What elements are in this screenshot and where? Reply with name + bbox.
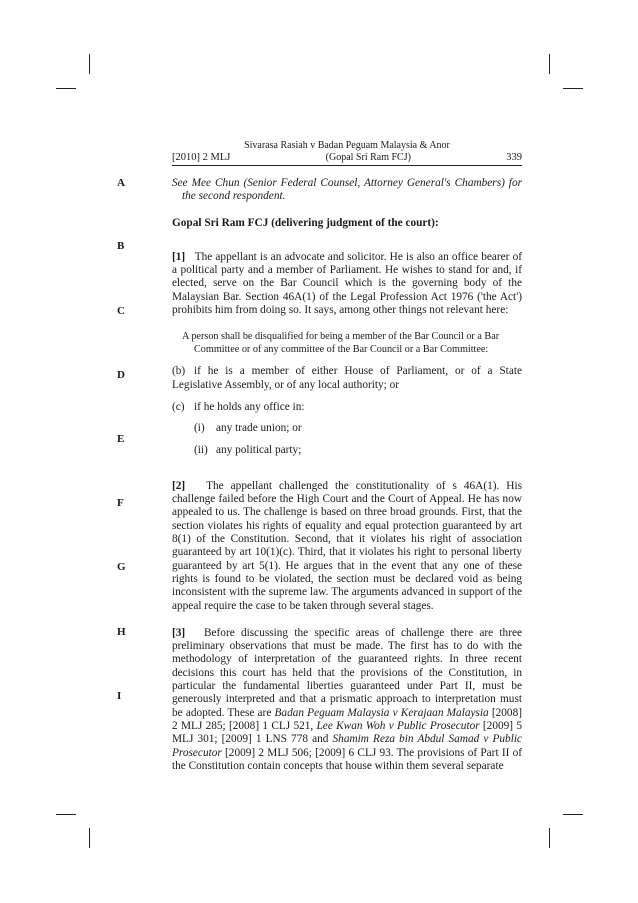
crop-mark-top-right-h <box>563 88 583 89</box>
paragraph-1-number: [1] <box>172 250 186 263</box>
case-citation-2: Lee Kwan Woh v Public Prosecutor <box>316 719 480 732</box>
paragraph-1 <box>172 251 522 317</box>
header-page-number: 339 <box>506 152 522 163</box>
judgment-body <box>172 177 522 773</box>
crop-mark-bottom-right-h <box>563 814 583 815</box>
paragraph-3-number: [3] <box>172 626 186 639</box>
quote-item-b <box>172 365 522 392</box>
quote-intro <box>182 331 522 356</box>
quote-intro-line-2: Committee or of any committee of the Bar Council or a Bar Committee: <box>194 343 489 355</box>
paragraph-1-text: The appellant is an advocate and solicitor. He is also an office bearer of a political party and a member of Parliament. He wishes to stand for and, if elected, serve on the Bar Council which is the governing body of the Malaysian Bar. Section 46A(1) of the Legal Profession Act 1976 ('the Act') prohibits him from doing so. It says, among other things not relevant here: <box>172 250 522 317</box>
counsel-line: See Mee Chun (Senior Federal Counsel, Attorney General's Chambers) for the second respondent. <box>172 177 522 203</box>
quote-intro-line-1: A person shall be disqualified for being a member of the Bar Council or a Bar <box>182 331 500 343</box>
running-header <box>172 140 522 164</box>
quote-item-ii-text: any political party; <box>216 443 302 456</box>
quote-item-c-label: (c) <box>172 400 185 413</box>
quote-item-i-text: any trade union; or <box>216 422 302 435</box>
header-rule <box>172 165 522 166</box>
case-citation-1: Badan Peguam Malaysia v Kerajaan Malaysia <box>274 706 489 719</box>
quote-item-b-text: if he is a member of either House of Parliament, or of a State Legislative Assembly, or of any local authority; or <box>172 365 522 391</box>
paragraph-3 <box>172 627 522 773</box>
paragraph-2 <box>172 480 522 613</box>
case-citation-3: Shamim Reza bin Abdul Samad v Public Prosecutor <box>172 733 522 759</box>
margin-letter-g: G <box>117 561 126 573</box>
quote-item-b-label: (b) <box>172 365 186 378</box>
quote-item-i <box>172 422 522 435</box>
header-judge: (Gopal Sri Ram FCJ) <box>325 152 411 163</box>
margin-letter-e: E <box>117 433 125 445</box>
quote-item-c <box>172 401 522 414</box>
crop-mark-top-left-v <box>89 54 90 74</box>
margin-letter-b: B <box>117 240 125 252</box>
margin-letter-d: D <box>117 369 125 381</box>
crop-mark-top-left-h <box>56 88 76 89</box>
judge-heading: Gopal Sri Ram FCJ (delivering judgment of the court): <box>172 216 439 229</box>
margin-letter-a: A <box>117 177 125 189</box>
paragraph-2-text: The appellant challenged the constitutionality of s 46A(1). His challenge failed before the High Court and the Court of Appeal. He has now appealed to us. The challenge is based on three broad grounds. First, that the section violates his rights of equality and equal protection guaranteed by art 8(1) of the Constitution. Second, that it violates his right of association guaranteed by art 10(1)(c). Third, that it violates his right to personal liberty guaranteed by art 5(1). He argues that in the event that any one of these rights is found to be violated, the section must be declared void as being inconsistent with the supreme law. The arguments advanced in support of the appeal require the case to be taken through several stages. <box>172 479 522 612</box>
paragraph-2-number: [2] <box>172 479 186 492</box>
header-case-title: Sivarasa Rasiah v Badan Peguam Malaysia & Anor <box>244 140 450 151</box>
quote-item-c-text: if he holds any office in: <box>194 400 305 413</box>
crop-mark-bottom-left-v <box>89 828 90 848</box>
paragraph-3-text-c: [2009] 5 MLJ 301; [2009] 1 LNS 778 and <box>172 719 522 746</box>
margin-letter-c: C <box>117 305 125 317</box>
paragraph-3-text-d: [2009] 2 MLJ 506; [2009] 6 CLJ 93. The provisions of Part II of the Constitution contain concepts that house within them several separate <box>172 746 522 772</box>
header-citation: [2010] 2 MLJ <box>172 152 231 163</box>
crop-mark-bottom-left-h <box>56 814 76 815</box>
quote-item-i-label: (i) <box>194 422 205 435</box>
margin-letter-h: H <box>117 626 126 638</box>
crop-mark-bottom-right-v <box>549 828 550 848</box>
crop-mark-top-right-v <box>549 54 550 74</box>
margin-letter-i: I <box>117 690 122 702</box>
paragraph-3-text-b: [2008] 2 MLJ 285; [2008] 1 CLJ 521, <box>172 706 522 732</box>
margin-letter-f: F <box>117 497 124 509</box>
quote-item-ii-label: (ii) <box>194 443 208 456</box>
paragraph-3-text-a: Before discussing the specific areas of challenge there are three preliminary observations that must be made. The first has to do with the methodology of interpretation of the guaranteed rights. In three recent decisions this court has held that the provisions of the Constitution, in particular the fundamental liberties guaranteed under Part II, must be generously interpreted and that a prismatic approach to interpretation must be adopted. These are <box>172 626 522 719</box>
quote-item-ii <box>172 444 522 457</box>
